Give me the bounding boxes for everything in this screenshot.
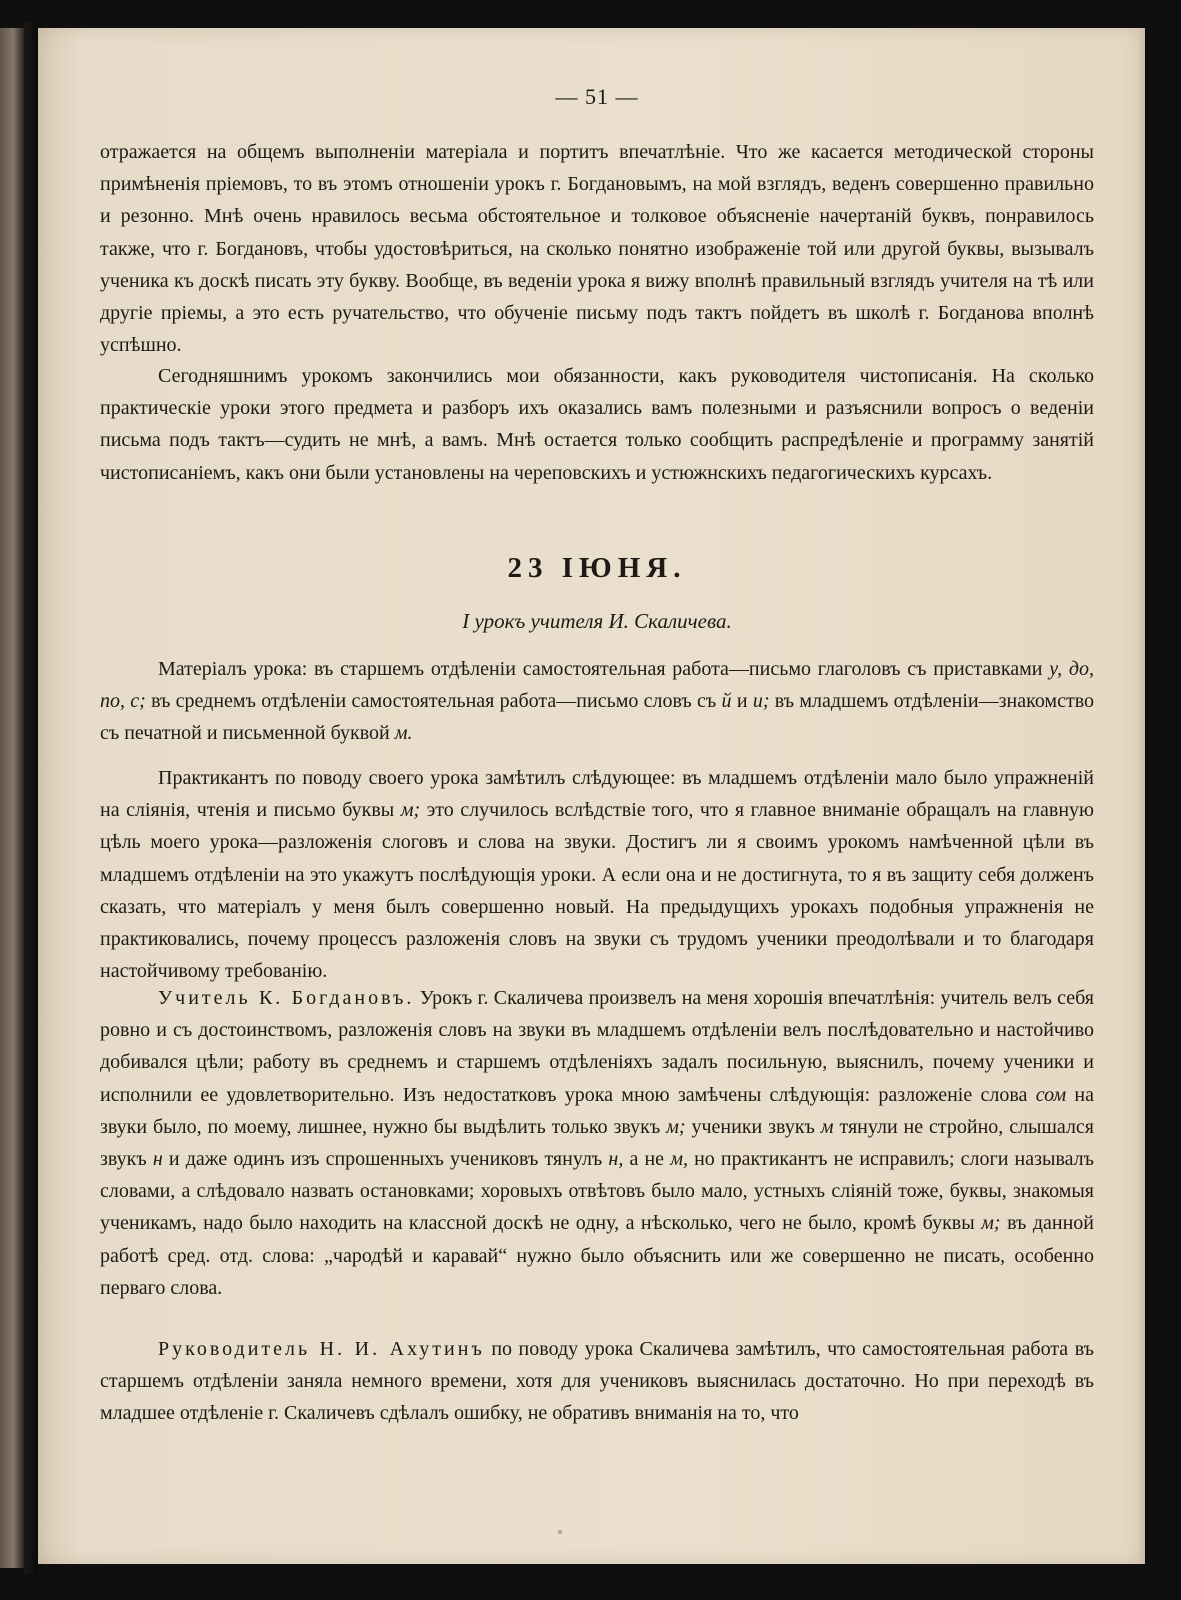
bogdanov-text-7: но практикантъ не исправилъ; слоги называлъ словами, а слѣдовало назвать остановками; хоровыхъ отвѣтовъ было мало, устныхъ сліяній тоже, буквы, знакомыя ученикамъ, надо было находить на классной доскѣ не одну, а нѣсколько, чего не было, кромѣ буквы [100, 1148, 1094, 1235]
material-italic-2: й [721, 690, 732, 713]
practicant-text-2: это случилось вслѣдствіе того, что я главное вниманіе обращалъ на главную цѣль моего урока—разложенія слоговъ и слова на звуки. Достигъ ли я своимъ урокомъ намѣченной цѣли въ младшемъ отдѣленіи на это укажутъ послѣдующія уроки. А если она и не достигнута, то я въ защиту себя долженъ сказать, что матеріалъ у меня былъ совершенно новый. На предыдущихъ урокахъ подобныя упражненія не практиковались, почему процессъ разложенія словъ на звуки съ трудомъ ученики преодолѣвали и то благодаря настойчивому требованію. [100, 799, 1094, 983]
practicant-italic-1: м; [400, 799, 421, 822]
bogdanov-text-3: ученики звукъ [685, 1115, 821, 1138]
bogdanov-text-4: тянули не стройно, слышался звукъ [100, 1115, 1095, 1171]
bogdanov-italic-6: м, [670, 1148, 688, 1171]
bogdanov-text-1: Урокъ г. Скаличева произвелъ на меня хорошія впечатлѣнія: учитель велъ себя ровно и съ достоинствомъ, разложенія словъ на звуки въ младшемъ отдѣленіи велъ послѣдовательно и настойчиво добивался цѣли; работу въ среднемъ и старшемъ отдѣленіяхъ задалъ посильную, выяснилъ, почему ученики и исполнили ее удовлетворительно. Изъ недостатковъ урока мною замѣчены слѣдующія: разложеніе слова [100, 987, 1094, 1106]
practicant-text-1: Практикантъ по поводу своего урока замѣтилъ слѣдующее: въ младшемъ отдѣленіи мало было упражненій на сліянія, чтенія и письмо буквы [100, 767, 1094, 822]
page-number: — 51 — [555, 84, 639, 109]
akhutin-text: по поводу урока Скаличева замѣтилъ, что самостоятельная работа въ старшемъ отдѣленіи заняла немного времени, хотя для учениковъ выяснилась достаточно. Но при переходѣ въ младшее отдѣленіе г. Скаличевъ сдѣлалъ ошибку, не обративъ вниманія на то, что [100, 1338, 1094, 1425]
bogdanov-text-8: въ данной работѣ сред. отд. слова: „чародѣй и каравай“ нужно было объяснить или же совершенно не писать, особенно перваго слова. [100, 1212, 1094, 1299]
bogdanov-text-5: и даже одинъ изъ спрошенныхъ учениковъ тянулъ [162, 1148, 609, 1171]
bogdanov-italic-3: м [820, 1115, 834, 1138]
material-text-2: въ среднемъ отдѣленіи самостоятельная работа—письмо словъ съ [145, 690, 722, 713]
material-italic-3: и; [752, 690, 770, 713]
akhutin-speaker: Руководитель Н. И. Ахутинъ [158, 1338, 485, 1360]
right-page-edge [1139, 28, 1145, 1564]
bogdanov-italic-2: м; [666, 1115, 686, 1138]
bogdanov-italic-7: м; [981, 1212, 1001, 1235]
material-text-1: Матеріалъ урока: въ старшемъ отдѣленіи самостоятельная работа—письмо глаголовъ съ приставками [158, 658, 1050, 680]
bogdanov-text-2: на звуки было, по моему, лишнее, нужно бы выдѣлить только звукъ [100, 1083, 1094, 1138]
paper-speck [558, 1530, 562, 1534]
practicant-paragraph [100, 762, 1094, 987]
bogdanov-italic-4: н [152, 1148, 163, 1171]
material-italic-1: у, до, по, с; [100, 658, 1095, 713]
paragraph-2: Сегодняшнимъ урокомъ закончились мои обязанности, какъ руководителя чистописанія. На сколько практическіе уроки этого предмета и разборъ ихъ оказались вамъ полезными и разъяснили вопросъ о веденіи письма подъ тактъ—судить не мнѣ, а вамъ. Мнѣ остается только сообщить распредѣленіе и программу занятій чистописаніемъ, какъ они были установлены на череповскихъ и устюжнскихъ педагогическихъ курсахъ. [100, 365, 1094, 484]
bogdanov-italic-5: н, [608, 1148, 624, 1171]
bogdanov-speaker: Учитель К. Богдановъ. [158, 987, 415, 1009]
material-italic-4: м. [394, 722, 413, 745]
book-page [38, 28, 1139, 1564]
material-text-3: и [731, 690, 753, 713]
bogdanov-italic-1: сом [1035, 1083, 1067, 1106]
left-page-edge [0, 28, 24, 1568]
section-heading: 23 ІЮНЯ. [507, 552, 687, 584]
bogdanov-text-6: а не [623, 1148, 671, 1171]
akhutin-paragraph [100, 1333, 1094, 1430]
binding-gutter [24, 22, 38, 1574]
paragraph-1: отражается на общемъ выполненіи матеріала и портитъ впечатлѣніе. Что же касается методической стороны примѣненія пріемовъ, то въ этомъ отношеніи урокъ г. Богдановымъ, на мой взглядъ, веденъ совершенно правильно и резонно. Мнѣ очень нравилось весьма обстоятельное и толковое объясненіе начертаній буквъ, понравилось также, что г. Богдановъ, чтобы удостовѣриться, на сколько понятно изображеніе той или другой буквы, вызывалъ ученика къ доскѣ писать эту букву. Вообще, въ веденіи урока я вижу вполнѣ правильный взглядъ учителя на тѣ или другіе пріемы, а это есть ручательство, что обученіе письму подъ тактъ пойдетъ въ школѣ г. Богданова вполнѣ успѣшно. [100, 141, 1094, 357]
material-paragraph [100, 653, 1094, 750]
bogdanov-paragraph [100, 982, 1094, 1304]
material-text-4: въ младшемъ отдѣленіи—знакомство съ печатной и письменной буквой [100, 690, 1095, 745]
lesson-title: I урокъ учителя И. Скаличева. [462, 609, 732, 633]
